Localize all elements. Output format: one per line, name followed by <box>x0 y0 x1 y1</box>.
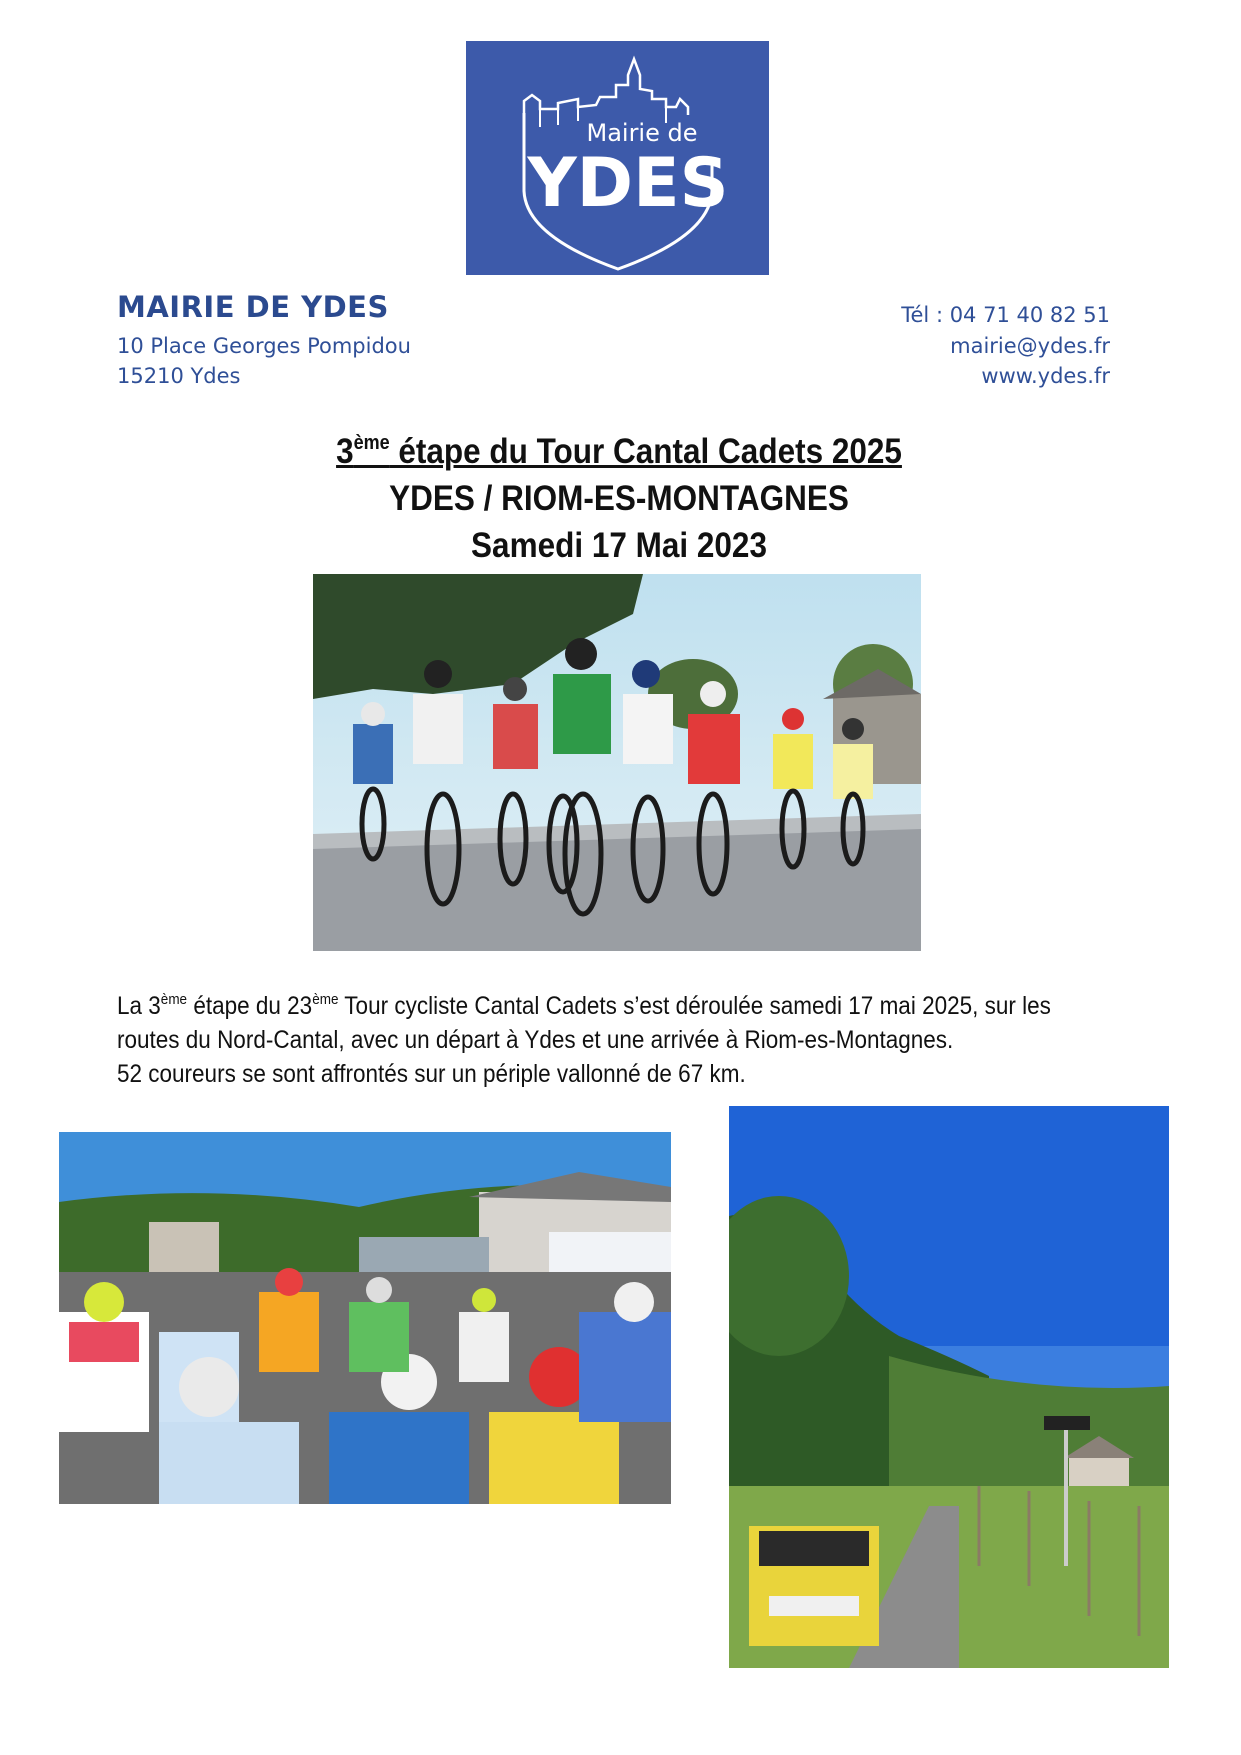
title-line-1: 3ème étape du Tour Cantal Cadets 2025 <box>336 432 902 471</box>
paragraph-1-line-1: La 3ème étape du 23ème Tour cycliste Cantal Cadets s’est déroulée samedi 17 mai 2025, sur les <box>117 991 1051 1020</box>
paragraph-1-line-2: routes du Nord-Cantal, avec un départ à Ydes et une arrivée à Riom-es-Montagnes. <box>117 1026 954 1054</box>
title-line-3: Samedi 17 Mai 2023 <box>471 526 767 565</box>
document-title <box>242 420 996 569</box>
mairie-logo <box>466 41 769 275</box>
peloton-photo <box>313 574 921 951</box>
article-body <box>117 983 1134 1091</box>
title-line-2: YDES / RIOM-ES-MONTAGNES <box>389 479 849 518</box>
email-address[interactable]: mairie@ydes.fr <box>950 334 1110 358</box>
race-start-photo <box>59 1132 671 1504</box>
paragraph-2: 52 coureurs se sont affrontés sur un périple vallonné de 67 km. <box>117 1060 746 1088</box>
address-line-2: 15210 Ydes <box>117 364 241 388</box>
convoy-road-photo <box>729 1106 1169 1668</box>
org-name: MAIRIE DE YDES <box>117 290 389 324</box>
address-line-1: 10 Place Georges Pompidou <box>117 334 411 358</box>
phone-number: Tél : 04 71 40 82 51 <box>901 303 1110 327</box>
logo-text-mairie: Mairie de <box>586 119 698 147</box>
logo-text-ydes: YDES <box>527 144 729 223</box>
logo-graphic <box>466 41 769 275</box>
website-link[interactable]: www.ydes.fr <box>981 364 1110 388</box>
